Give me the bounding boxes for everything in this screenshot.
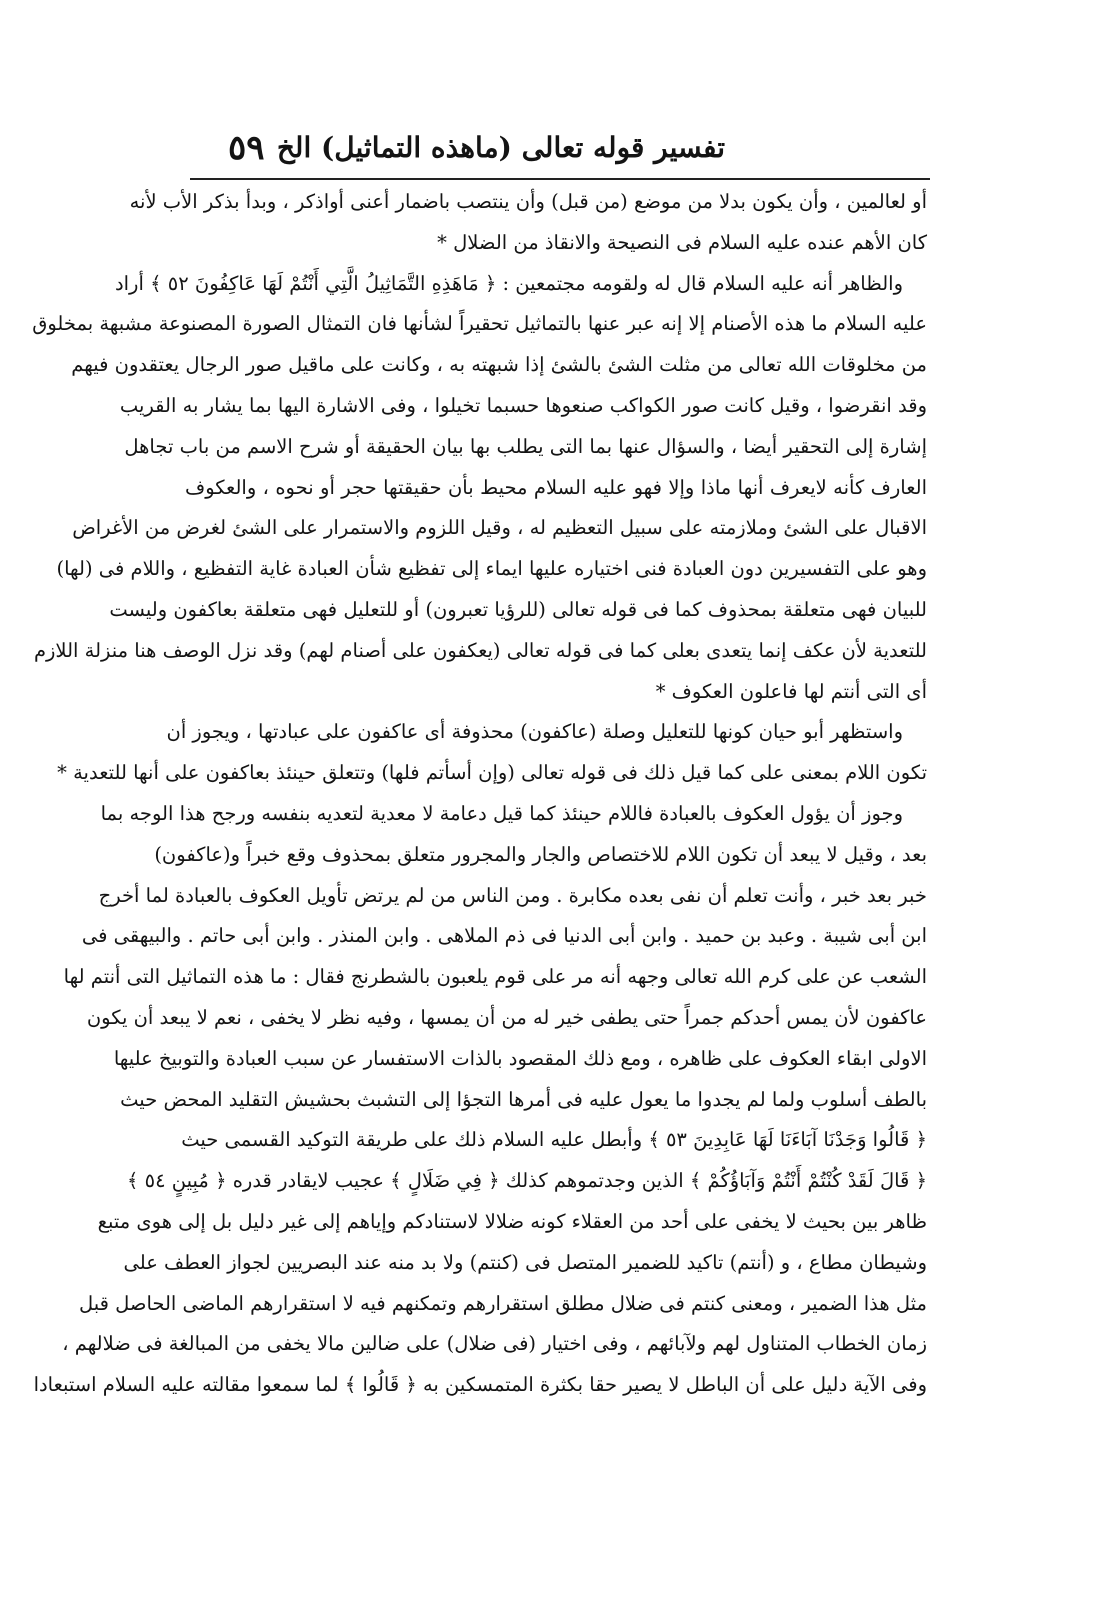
text-line: وجوز أن يؤول العكوف بالعبادة فاللام حينئذ كما قيل دعامة لا معدية لتعديه بنفسه ورجح هذا الوجه بما	[100, 801, 903, 825]
text-line: الشعب عن على كرم الله تعالى وجهه أنه مر على قوم يلعبون بالشطرنج فقال : ما هذه التماثيل التى أنتم لها	[63, 965, 927, 989]
text-line: للتعدية لأن عكف إنما يتعدى بعلى كما فى قوله تعالى (يعكفون على أصنام لهم) وقد نزل الوصف هنا منزلة اللازم	[33, 638, 927, 662]
text-line: ظاهر بين بحيث لا يخفى على أحد من العقلاء كونه ضلالا لاستنادكم وإياهم إلى غير دليل بل إلى هوى متبع	[97, 1209, 927, 1233]
text-line: وشيطان مطاع ، و (أنتم) تاكيد للضمير المتصل فى (كنتم) ولا بد منه عند البصريين لجواز العطف على	[123, 1250, 927, 1274]
text-line: بالطف أسلوب ولما لم يجدوا ما يعول عليه فى أمرها التجؤا إلى التشبث بحشيش التقليد المحض حيث	[120, 1087, 927, 1111]
text-line: زمان الخطاب المتناول لهم ولآبائهم ، وفى اختيار (فى ضلال) على ضالين مالا يخفى من المبالغة فى ضلالهم ،	[62, 1332, 927, 1356]
text-line: وهو على التفسيرين دون العبادة فنى اختياره عليها ايماء إلى تفظيع شأن العبادة غاية التفظيع ، واللام فى (لها)	[56, 557, 927, 581]
text-line: مثل هذا الضمير ، ومعنى كنتم فى ضلال مطلق استقرارهم وتمكنهم فيه لا استقرارهم الماضى الحاصل قبل	[78, 1291, 927, 1315]
text-line: والظاهر أنه عليه السلام قال له ولقومه مجتمعين : ﴿ مَاهَذِهِ التَّمَاثِيلُ الَّتِي أَنْتُمْ لَهَا عَاكِفُونَ ٥٢ ﴾ أراد	[114, 271, 903, 295]
text-line: أو لعالمين ، وأن يكون بدلا من موضع (من قبل) وأن ينتصب باضمار أعنى أواذكر ، وبدأ بذكر الأب لأنه	[129, 190, 927, 213]
text-line: واستظهر أبو حيان كونها للتعليل وصلة (عاكفون) محذوفة أى عاكفون على عبادتها ، ويجوز أن	[166, 720, 903, 744]
text-line: ﴿ قَالُوا وَجَدْنَا آبَاءَنَا لَهَا عَابِدِينَ ٥٣ ﴾ وأبطل عليه السلام ذلك على طريقة التوكيد القسمى حيث	[181, 1128, 927, 1152]
running-title: تفسير قوله تعالى (ماهذه التماثيل) الخ	[276, 131, 725, 164]
text-line: وقد انقرضوا ، وقيل كانت صور الكواكب صنعوها حسبما تخيلوا ، وفى الاشارة اليها بما يشار به القريب	[119, 393, 927, 417]
running-header	[190, 128, 920, 172]
page-number: ٥٩	[228, 128, 265, 168]
text-line: تكون اللام بمعنى على كما قيل ذلك فى قوله تعالى (وإن أسأتم فلها) وتتعلق حينئذ بعاكفون على أنها للتعدية *	[57, 761, 927, 785]
text-line: خبر بعد خبر ، وأنت تعلم أن نفى بعده مكابرة . ومن الناس من لم يرتض تأويل العكوف بالعبادة لما أخرج	[98, 883, 927, 907]
text-line: من مخلوقات الله تعالى من مثلت الشئ بالشئ إذا شبهته به ، وكانت على ماقيل صور الرجال يعتقدون فيهم	[71, 353, 927, 377]
text-line: عاكفون لأن يمس أحدكم جمراً حتى يطفى خير له من أن يمسها ، وفيه نظر لا يخفى ، نعم لا يبعد أن يكون	[86, 1005, 927, 1029]
header-rule	[190, 178, 930, 180]
text-line: عليه السلام ما هذه الأصنام إلا إنه عبر عنها بالتماثيل تحقيراً لشأنها فان التمثال الصورة المصنوعة مشبهة بمخلوق	[32, 312, 927, 336]
text-line: الاولى ابقاء العكوف على ظاهره ، ومع ذلك المقصود بالذات الاستفسار عن سبب العبادة والتوبيخ عليها	[113, 1046, 927, 1070]
text-line: الاقبال على الشئ وملازمته على سبيل التعظيم له ، وقيل اللزوم والاستمرار على الشئ لغرض من الأغراض	[72, 516, 927, 540]
text-line: أى التى أنتم لها فاعلون العكوف *	[655, 679, 927, 703]
text-line: إشارة إلى التحقير أيضا ، والسؤال عنها بما التى يطلب بها بيان الحقيقة أو شرح الاسم من باب تجاهل	[124, 434, 927, 458]
text-line: بعد ، وقيل لا يبعد أن تكون اللام للاختصاص والجار والمجرور متعلق بمحذوف وقع خبراً و(عاكفون)	[154, 842, 927, 866]
text-line: ابن أبى شيبة . وعبد بن حميد . وابن أبى الدنيا فى ذم الملاهى . وابن المنذر . وابن أبى حاتم . والبيهقى فى	[81, 924, 927, 948]
text-line: وفى الآية دليل على أن الباطل لا يصير حقا بكثرة المتمسكين به ﴿ قَالُوا ﴾ لما سمعوا مقالته عليه السلام استبعادا	[33, 1373, 927, 1397]
text-line: كان الأهم عنده عليه السلام فى النصيحة والانقاذ من الضلال *	[437, 230, 927, 254]
body-text	[32, 182, 927, 1406]
text-line: للبيان فهى متعلقة بمحذوف كما فى قوله تعالى (للرؤيا تعبرون) أو للتعليل فهى متعلقة بعاكفون وليست	[109, 597, 927, 621]
text-line: ﴿ قَالَ لَقَدْ كُنْتُمْ أَنْتُمْ وَآبَاؤُكُمْ ﴾ الذين وجدتموهم كذلك ﴿ فِي ضَلَالٍ ﴾ عجيب لايقادر قدره ﴿ مُبِينٍ ٥٤ ﴾	[127, 1169, 927, 1193]
text-line: العارف كأنه لايعرف أنها ماذا وإلا فهو عليه السلام محيط بأن حقيقتها حجر أو نحوه ، والعكوف	[185, 475, 927, 499]
